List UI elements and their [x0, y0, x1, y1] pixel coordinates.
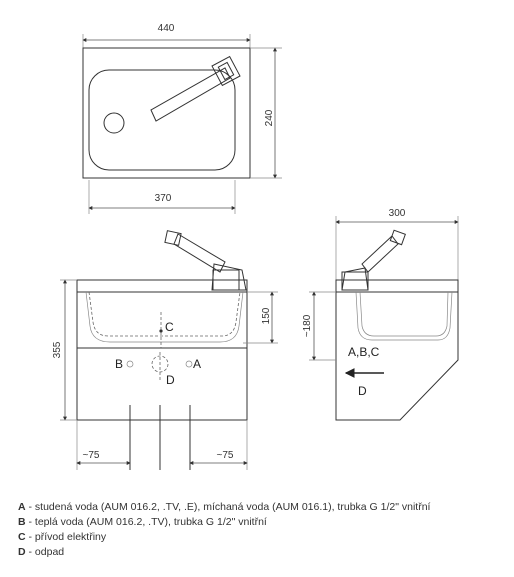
front-height-dim: 355 [52, 341, 63, 359]
front-faucet [165, 231, 246, 290]
side-bowl [356, 292, 452, 340]
top-view [83, 23, 282, 214]
side-depth-dim: 300 [388, 208, 406, 219]
top-bowl-dim: 370 [154, 193, 172, 204]
front-label-a: A [193, 357, 202, 371]
front-label-b: B [115, 357, 124, 371]
front-leg-left-dim: ~75 [82, 450, 100, 461]
front-bowl-depth-dim: 150 [261, 307, 272, 325]
side-view [302, 208, 458, 420]
front-view [52, 231, 278, 470]
side-label-abc: A,B,C [348, 345, 380, 359]
legend [18, 500, 508, 560]
top-drain [104, 113, 124, 133]
top-faucet [151, 57, 240, 121]
top-bowl [89, 70, 235, 170]
front-leg-right-dim: ~75 [216, 450, 234, 461]
front-label-d: D [166, 373, 175, 387]
front-body [77, 280, 247, 420]
side-height-dim: ~180 [302, 314, 313, 338]
front-label-c: C [165, 320, 174, 334]
legend-item-b: B - teplá voda (AUM 016.2, .TV), trubka G 1/2" vnitřní [18, 516, 267, 528]
side-faucet [342, 230, 405, 290]
legend-item-c: C - přívod elektřiny [18, 531, 107, 543]
top-depth-dim: 240 [264, 109, 275, 127]
side-label-d: D [358, 384, 367, 398]
top-width-dim: 440 [157, 23, 175, 34]
legend-item-a: A - studená voda (AUM 016.2, .TV, .E), míchaná voda (AUM 016.1), trubka G 1/2" vnitřní [18, 501, 431, 513]
legend-item-d: D - odpad [18, 546, 65, 558]
